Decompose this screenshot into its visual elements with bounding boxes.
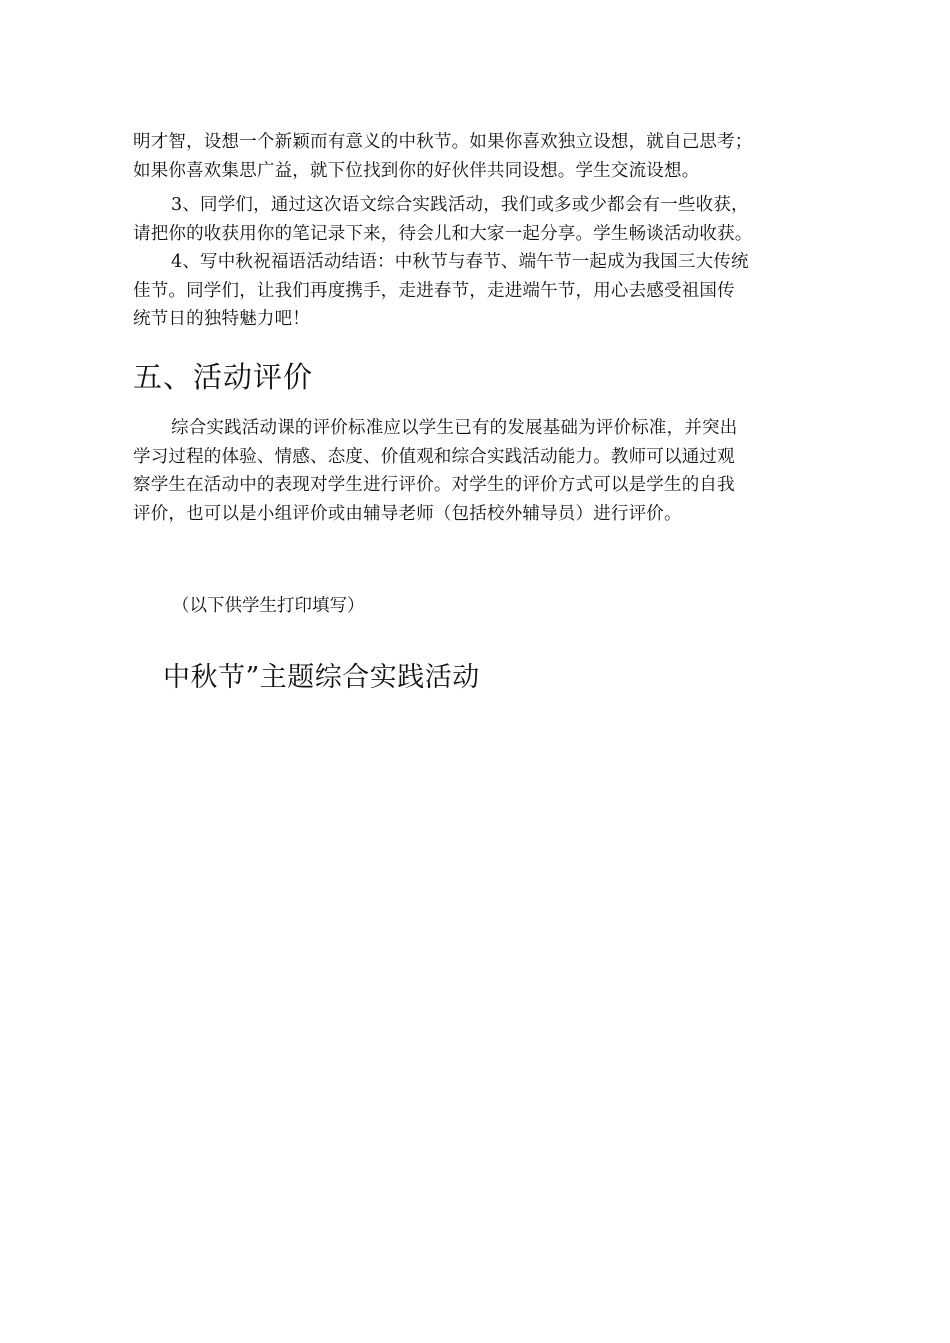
text-line: 4、写中秋祝福语活动结语：中秋节与春节、端午节一起成为我国三大传统 [171,252,749,272]
text-line: 明才智，设想一个新颖而有意义的中秋节。如果你喜欢独立设想，就自己思考； [133,132,753,152]
paragraph-text [133,191,813,248]
worksheet-title: 中秋节”主题综合实践活动 [163,662,480,693]
text-line: 如果你喜欢集思广益，就下位找到你的好伙伴共同设想。学生交流设想。 [133,160,700,181]
step-3-paragraph [133,191,813,248]
text-line: 佳节。同学们，让我们再度携手，走进春节，走进端午节，用心去感受祖国传 [133,280,735,301]
text-line: 请把你的收获用你的笔记录下来，待会儿和大家一起分享。学生畅谈活动收获。 [133,223,753,244]
intro-paragraph [133,128,813,185]
paragraph-text [133,248,813,334]
section-heading: 五、活动评价 [133,360,314,394]
text-line: 察学生在活动中的表现对学生进行评价。对学生的评价方式可以是学生的自我 [133,475,735,495]
text-line: 学习过程的体验、情感、态度、价值观和综合实践活动能力。教师可以通过观 [133,446,735,467]
print-note: （以下供学生打印填写） [172,596,365,616]
paragraph-text [133,128,813,185]
text-line: 统节日的独特魅力吧！ [133,309,310,329]
step-4-paragraph [133,248,813,334]
evaluation-paragraph [133,414,813,528]
paragraph-text [133,414,813,528]
text-line: 综合实践活动课的评价标准应以学生已有的发展基础为评价标准，并突出 [171,418,738,438]
text-line: 评价，也可以是小组评价或由辅导老师（包括校外辅导员）进行评价。 [133,503,682,524]
text-line: 3、同学们，通过这次语文综合实践活动，我们或多或少都会有一些收获， [171,195,749,215]
